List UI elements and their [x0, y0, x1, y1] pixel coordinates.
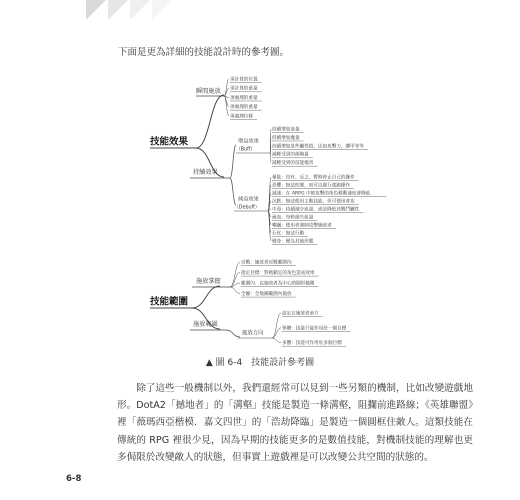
- intro-text: 下面是更為詳細的技能設計時的參考圖。: [118, 47, 290, 58]
- target-item: 範圍內：以施放者為中心的圓形範圍: [241, 281, 315, 287]
- buff-sublabel: （Buff）: [236, 147, 256, 153]
- instant-item: 須計算的重量: [230, 86, 258, 92]
- target-item: 近戰：施放者近戰範圍內: [241, 260, 292, 266]
- direction-connector: [272, 313, 281, 338]
- body-paragraph: [117, 380, 473, 466]
- branch-instant-label: 瞬間施放: [196, 88, 221, 95]
- root-skill-range: 技能範圍: [150, 296, 189, 308]
- debuff-item: 流血：每秒損失血量: [272, 215, 314, 221]
- root-skill-effect: 技能效果: [150, 136, 189, 148]
- branch-connector: [192, 286, 220, 308]
- figure-caption: ▲ 圖 6-4 技能設計參考圖: [205, 358, 315, 368]
- debuff-sublabel: （Debuff）: [234, 205, 260, 211]
- buff-item: 減輕受到的技能傷害: [272, 161, 314, 167]
- buff-item: 持續增加某些屬性值，比如攻擊力、護甲等等: [272, 144, 364, 150]
- instant-item: 須處理位移: [230, 114, 253, 120]
- debuff-item: 中毒：持續減少血量，或是降低其戰鬥屬性: [272, 207, 360, 213]
- debuff-item: 石化：無法行動: [272, 231, 305, 237]
- sub-connector: [226, 330, 240, 337]
- debuff-item: 恐懼：無法控制，而可以進行逃跑操作: [272, 183, 351, 189]
- instant-item: 須處理的重量: [230, 105, 258, 111]
- buff-item: 持續增加魔量: [272, 135, 300, 141]
- debuff-item: 沉默：無法使用主動技能，但可使用普攻: [272, 199, 355, 205]
- direction-item: 多體：技能可作用於多個目標: [282, 341, 342, 347]
- debuff-item: 嘲諷：使用者強制攻擊施放者: [272, 223, 332, 229]
- branch-connector: [196, 95, 224, 148]
- instant-connector: [224, 79, 229, 96]
- direction-connector: [272, 338, 281, 343]
- buff-label: 增益效果: [238, 138, 259, 145]
- branch-area-label: 施放範圍: [193, 321, 218, 328]
- instant-item: 須計算的位置: [230, 77, 258, 83]
- page-number: 6-8: [66, 474, 82, 484]
- paragraph-text: 除了這些一般機制以外，我們還經常可以見到一些另類的機制，比如改變遊戲地形。DotA2「撼地者」的「溝壑」技能是製造一條溝壑，阻攔前進路線；《英雄聯盟》裡「薇瑪西亞楷模．嘉文四世」的「浩劫降臨」是製造一個圓框住敵人。這類技能在傳統的 RPG 裡很少見，因為早期的技能更多的是數值技能，對機制技能的理解也更多侷限於改變敵人的狀態，但事實上遊戲裡是可以改變公共空間的狀態的。: [117, 383, 473, 463]
- debuff-connector: [268, 211, 271, 241]
- instant-item: 須處理的重量: [230, 95, 258, 101]
- buff-item: 持續增加血量: [272, 127, 300, 133]
- sub-connector: [230, 178, 236, 205]
- branch-target-label: 施放掌握: [196, 278, 221, 285]
- direction-item: 單體：技能只能作用於一個目標: [282, 326, 347, 332]
- direction-item: 設定在施放者前方: [282, 311, 319, 317]
- debuff-label: 減益效果: [238, 196, 259, 203]
- target-connector: [230, 287, 240, 294]
- target-item: 全圖：全地圖範圍內施放: [241, 292, 292, 297]
- direction-label: 施放方向: [242, 330, 264, 337]
- buff-connector: [270, 153, 271, 163]
- debuff-item: 暈眩：沒有、反之、暫時停止自己的操作: [272, 175, 355, 181]
- debuff-item: 減速：在 ARPG 中被攻擊的角色移動速度會降低: [272, 191, 371, 197]
- debuff-item: 變身：變為其他形態: [272, 239, 314, 245]
- branch-sustained-label: 持續效果: [193, 169, 218, 176]
- buff-item: 減輕受到的損傷量: [272, 152, 309, 158]
- target-item: 指定目標：對被鎖定的角色造成效果: [241, 271, 315, 276]
